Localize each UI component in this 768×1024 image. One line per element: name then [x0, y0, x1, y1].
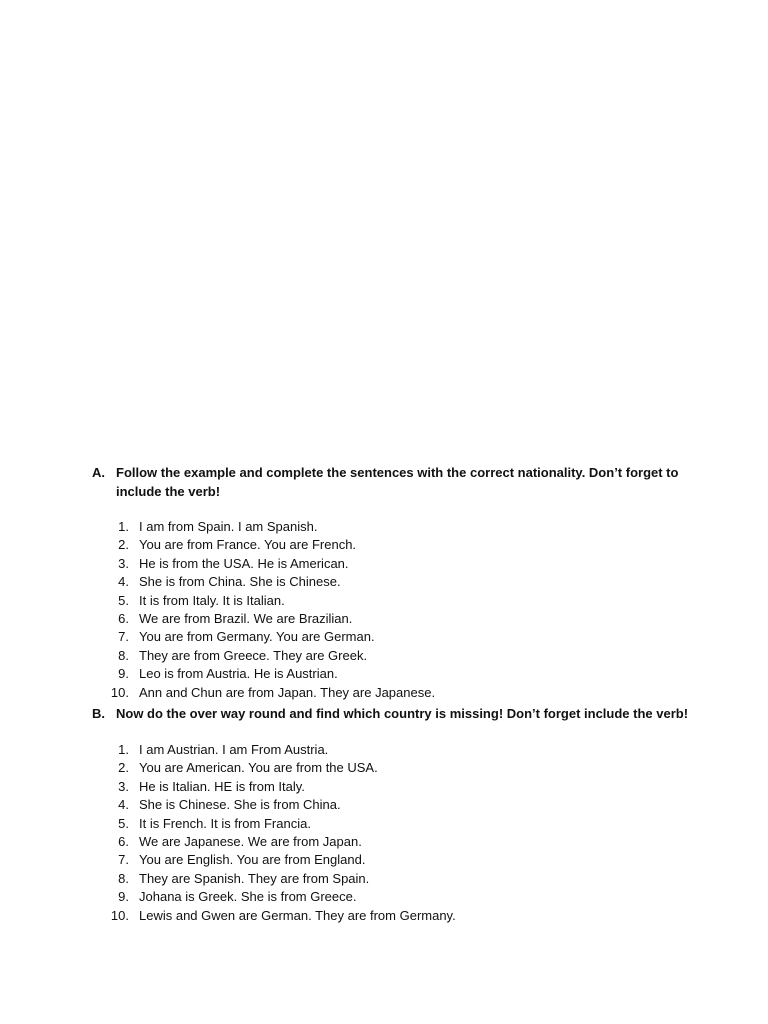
- sentence-list: [92, 518, 702, 702]
- item-number: 8.: [118, 870, 129, 886]
- item-text: They are Spanish. They are from Spain.: [139, 870, 370, 886]
- list-item: [92, 610, 702, 628]
- item-text: We are from Brazil. We are Brazilian.: [139, 610, 353, 626]
- item-text: They are from Greece. They are Greek.: [139, 647, 368, 663]
- item-text: It is from Italy. It is Italian.: [139, 592, 285, 608]
- item-text: She is from China. She is Chinese.: [139, 574, 341, 590]
- item-text: It is French. It is from Francia.: [139, 815, 311, 831]
- list-item: [92, 778, 702, 796]
- item-text: Lewis and Gwen are German. They are from Germany.: [139, 907, 456, 923]
- item-text: I am Austrian. I am From Austria.: [139, 742, 329, 757]
- list-item: [92, 759, 702, 777]
- item-text: We are Japanese. We are from Japan.: [139, 833, 362, 849]
- section-letter: A.: [92, 465, 105, 480]
- item-text: He is Italian. HE is from Italy.: [139, 778, 305, 794]
- item-number: 10.: [110, 684, 129, 700]
- item-text: I am from Spain. I am Spanish.: [139, 519, 318, 534]
- item-text: You are from France. You are French.: [139, 537, 357, 553]
- item-number: 3.: [118, 555, 129, 571]
- list-item: [92, 796, 702, 814]
- instruction-text: Follow the example and complete the sentences with the correct nationality. Don’t forget to include the verb!: [116, 465, 679, 499]
- item-text: You are English. You are from England.: [139, 852, 366, 868]
- item-number: 7.: [118, 629, 129, 645]
- item-text: You are American. You are from the USA.: [139, 760, 378, 776]
- item-text: She is Chinese. She is from China.: [139, 797, 341, 813]
- list-item: [92, 536, 702, 554]
- sentence-list: [92, 741, 702, 925]
- list-item: [92, 833, 702, 851]
- exercise-section-a: [92, 463, 702, 702]
- item-number: 8.: [118, 647, 129, 663]
- list-item: [92, 851, 702, 869]
- list-item: [92, 907, 702, 925]
- instruction-heading: [92, 704, 702, 723]
- item-number: 3.: [118, 778, 129, 794]
- item-number: 10.: [110, 907, 129, 923]
- item-number: 2.: [118, 760, 129, 776]
- instruction-heading: [92, 463, 702, 501]
- list-item: [92, 815, 702, 833]
- item-text: You are from Germany. You are German.: [139, 629, 375, 645]
- section-letter: B.: [92, 706, 105, 721]
- item-number: 9.: [118, 666, 129, 682]
- item-number: 1.: [118, 742, 129, 757]
- item-text: Ann and Chun are from Japan. They are Japanese.: [139, 684, 436, 700]
- list-item: [92, 684, 702, 702]
- item-number: 5.: [118, 815, 129, 831]
- list-item: [92, 628, 702, 646]
- item-number: 4.: [118, 574, 129, 590]
- item-number: 7.: [118, 852, 129, 868]
- item-text: Leo is from Austria. He is Austrian.: [139, 666, 338, 682]
- list-item: [92, 888, 702, 906]
- item-text: He is from the USA. He is American.: [139, 555, 349, 571]
- item-number: 6.: [118, 610, 129, 626]
- instruction-text: Now do the over way round and find which country is missing! Don’t forget include the verb!: [116, 706, 689, 721]
- list-item: [92, 741, 702, 759]
- item-number: 6.: [118, 833, 129, 849]
- item-number: 5.: [118, 592, 129, 608]
- item-number: 9.: [118, 889, 129, 905]
- item-number: 1.: [118, 519, 129, 534]
- list-item: [92, 573, 702, 591]
- list-item: [92, 665, 702, 683]
- list-item: [92, 592, 702, 610]
- list-item: [92, 555, 702, 573]
- list-item: [92, 870, 702, 888]
- list-item: [92, 518, 702, 536]
- list-item: [92, 647, 702, 665]
- item-text: Johana is Greek. She is from Greece.: [139, 889, 357, 905]
- item-number: 2.: [118, 537, 129, 553]
- item-number: 4.: [118, 797, 129, 813]
- exercise-section-b: [92, 704, 702, 925]
